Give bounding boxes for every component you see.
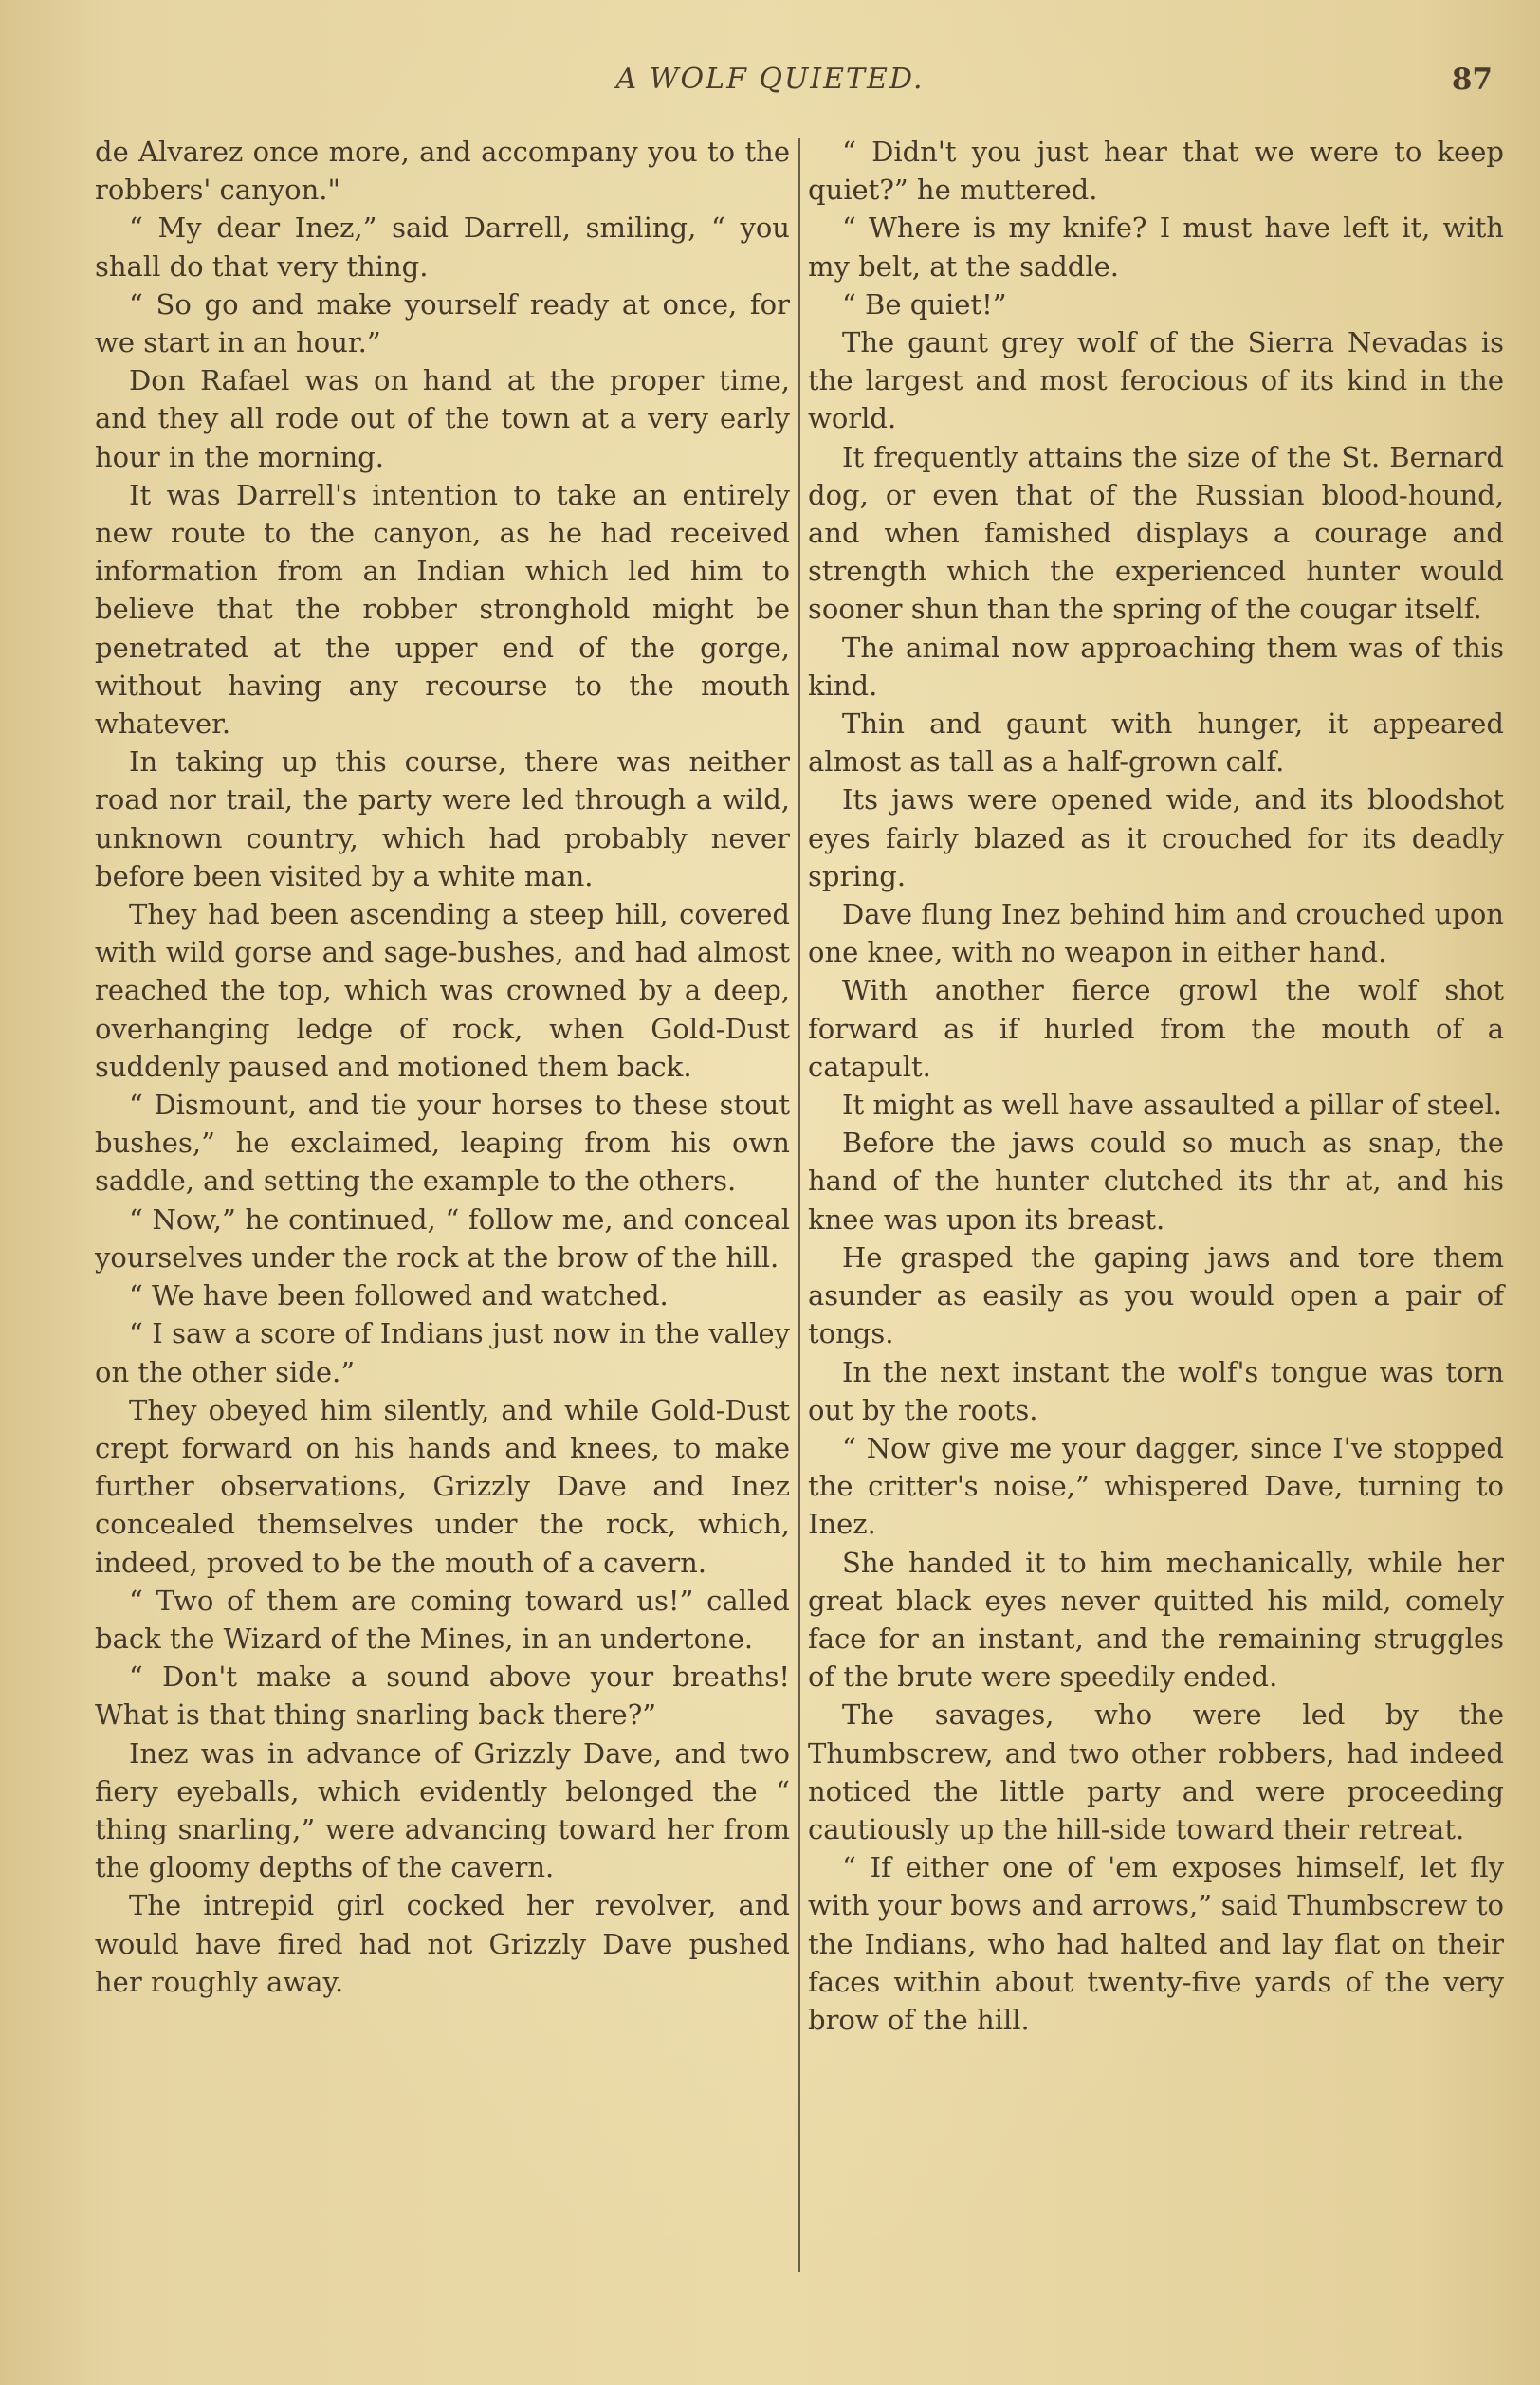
right-paragraph: In the next instant the wolf's tongue was torn out by the roots. [808, 1355, 1504, 1426]
right-text-column [808, 133, 1504, 2039]
right-paragraph: She handed it to him mechanically, while her great black eyes never quitted his mild, comely face for an instant, and the remaining struggles of the brute were speedily ended. [808, 1546, 1504, 1694]
left-paragraph: Don Rafael was on hand at the proper time, and they all rode out of the town at a very early hour in the morning. [95, 364, 790, 473]
page-number: 87 [1451, 63, 1493, 97]
right-paragraph: “ Where is my knife? I must have left it, with my belt, at the saddle. [808, 211, 1504, 283]
left-paragraph: “ Don't make a sound above your breaths! What is that thing snarling back there?” [95, 1660, 790, 1732]
left-paragraph: “ We have been followed and watched. [129, 1279, 669, 1312]
right-paragraph: The gaunt grey wolf of the Sierra Nevadas is the largest and most ferocious of its kind in the world. [808, 326, 1504, 435]
right-paragraph: “ Didn't you just hear that we were to keep quiet?” he muttered. [808, 136, 1504, 207]
left-paragraph: “ Two of them are coming toward us!” called back the Wizard of the Mines, in an undertone. [95, 1584, 790, 1655]
left-paragraph: Inez was in advance of Grizzly Dave, and two fiery eyeballs, which evidently belonged the “ thing snarling,” were advancing toward her from the gloomy depths of the cavern. [95, 1736, 790, 1884]
right-paragraph: Its jaws were opened wide, and its bloodshot eyes fairly blazed as it crouched for its deadly spring. [808, 783, 1504, 892]
right-paragraph: The animal now approaching them was of this kind. [808, 631, 1504, 702]
right-paragraph: The savages, who were led by the Thumbscrew, and two other robbers, had indeed noticed the little party and were proceeding cautiously up the hill-side toward their retreat. [808, 1698, 1504, 1845]
running-header-title: A WOLF QUIETED. [615, 63, 925, 96]
right-paragraph: It might as well have assaulted a pillar of steel. [842, 1089, 1503, 1122]
right-paragraph: Thin and gaunt with hunger, it appeared almost as tall as a half-grown calf. [808, 707, 1504, 779]
left-paragraph: They had been ascending a steep hill, covered with wild gorse and sage-bushes, and had almost reached the top, which was crowned by a deep, overhanging ledge of rock, when Gold-Dust suddenly paused and motioned them back. [95, 898, 790, 1083]
left-paragraph: “ Now,” he continued, “ follow me, and conceal yourselves under the rock at the brow of the hill. [95, 1202, 790, 1274]
right-paragraph: “ Now give me your dagger, since I've stopped the critter's noise,” whispered Dave, turning to Inez. [808, 1431, 1504, 1541]
left-paragraph: It was Darrell's intention to take an entirely new route to the canyon, as he had received information from an Indian which led him to believe that the robber stronghold might be penetrated at the upper end of the gorge, without having any recourse to the mouth whatever. [95, 478, 790, 741]
right-paragraph: Dave flung Inez behind him and crouched upon one knee, with no weapon in either hand. [808, 898, 1504, 969]
left-paragraph: The intrepid girl cocked her revolver, and would have fired had not Grizzly Dave pushed her roughly away. [95, 1889, 790, 1998]
right-paragraph: With another fierce growl the wolf shot forward as if hurled from the mouth of a catapult. [808, 974, 1504, 1083]
left-paragraph: “ My dear Inez,” said Darrell, smiling, “ you shall do that very thing. [95, 211, 790, 283]
left-paragraph: “ Dismount, and tie your horses to these stout bushes,” he exclaimed, leaping from his own saddle, and setting the example to the others. [95, 1089, 790, 1198]
left-paragraph: de Alvarez once more, and accompany you to the robbers' canyon." [95, 136, 790, 207]
right-paragraph: “ If either one of 'em exposes himself, let fly with your bows and arrows,” said Thumbscrew to the Indians, who had halted and lay flat on their faces within about twenty-five yards of the very brow of the hill. [808, 1851, 1504, 2036]
right-paragraph: Before the jaws could so much as snap, the hand of the hunter clutched its thr at, and his knee was upon its breast. [808, 1127, 1504, 1236]
left-paragraph: “ So go and make yourself ready at once, for we start in an hour.” [95, 287, 790, 359]
column-divider-rule [798, 138, 800, 2272]
left-text-column [95, 133, 790, 2001]
right-paragraph: “ Be quiet!” [842, 287, 1007, 321]
right-paragraph: He grasped the gaping jaws and tore them asunder as easily as you would open a pair of tongs. [808, 1240, 1504, 1350]
left-paragraph: “ I saw a score of Indians just now in the valley on the other side.” [95, 1317, 790, 1388]
left-paragraph: They obeyed him silently, and while Gold-Dust crept forward on his hands and knees, to make further observations, Grizzly Dave and Inez concealed themselves under the rock, which, indeed, proved to be the mouth of a cavern. [95, 1393, 790, 1579]
left-paragraph: In taking up this course, there was neither road nor trail, the party were led through a wild, unknown country, which had probably never before been visited by a white man. [95, 745, 790, 892]
right-paragraph: It frequently attains the size of the St. Bernard dog, or even that of the Russian blood-hound, and when famished displays a courage and strength which the experienced hunter would sooner shun than the spring of the cougar itself. [808, 440, 1504, 626]
